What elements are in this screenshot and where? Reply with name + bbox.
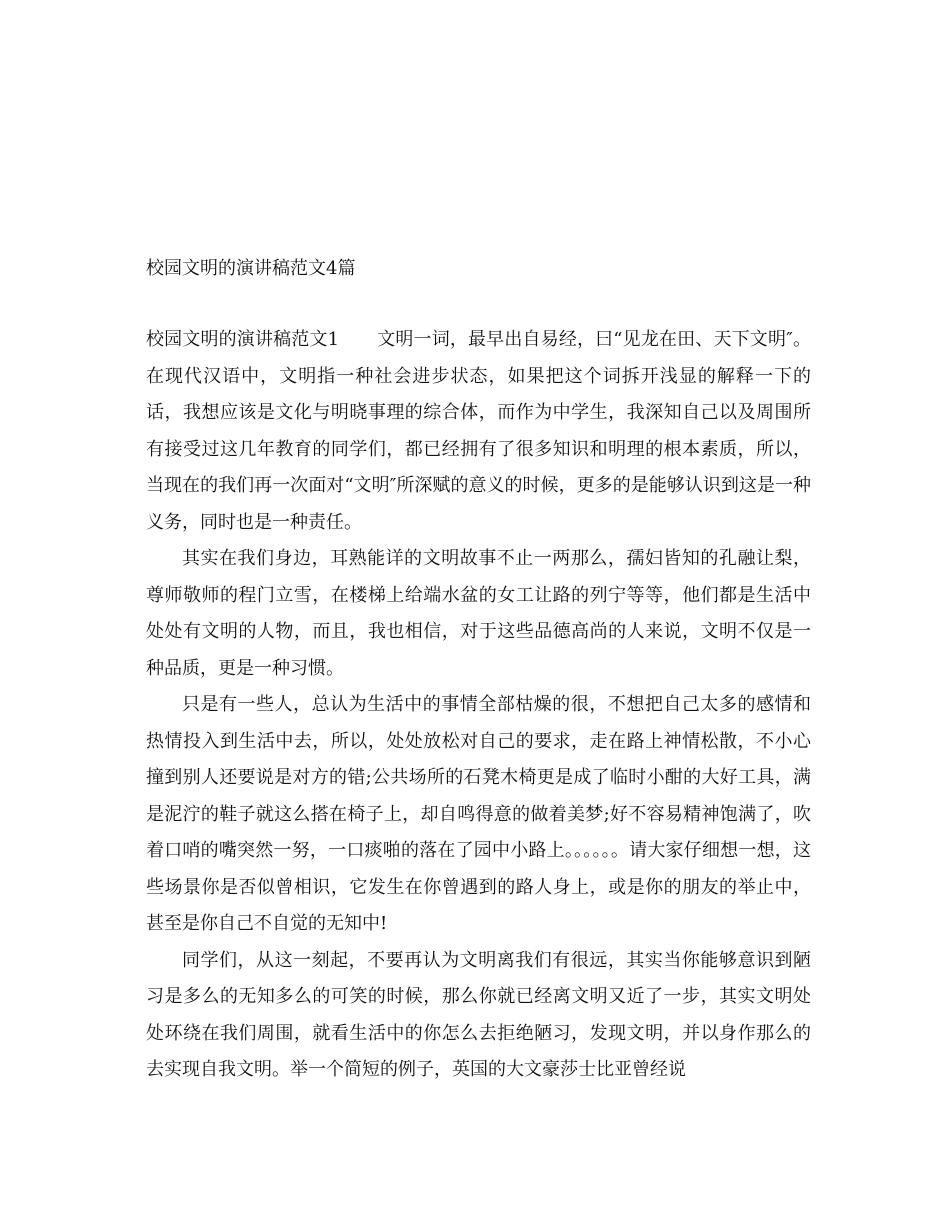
paragraph-2: 其实在我们身边，耳熟能详的文明故事不止一两那么，孺妇皆知的孔融让梨，尊师敬师的程门立雪，在楼梯上给端水盆的女工让路的列宁等等，他们都是生活中处处有文明的人物，而且，我也相信，对于这些品德高尚的人来说，文明不仅是一种品质，更是一种习惯。 [146,548,811,679]
section-heading: 校园文明的演讲稿范文1 [146,329,340,350]
document-title: 校园文明的演讲稿范文4篇 [146,258,356,279]
document-body [146,322,811,1089]
paragraph-3: 只是有一些人，总认为生活中的事情全部枯燥的很，不想把自己太多的感情和热情投入到生活中去，所以，处处放松对自己的要求，走在路上神情松散，不小心撞到别人还要说是对方的错;公共场所的石凳木椅更是成了临时小酣的大好工具，满是泥泞的鞋子就这么搭在椅子上，却自鸣得意的做着美梦;好不容易精神饱满了，吹着口哨的嘴突然一努，一口痰啪的落在了园中小路上。。。。。。请大家仔细想一想，这些场景你是否似曾相识，它发生在你曾遇到的路人身上，或是你的朋友的举止中，甚至是你自己不自觉的无知中! [146,694,811,934]
paragraph-1-text: 文明一词，最早出自易经，曰“见龙在田、天下文明″。在现代汉语中，文明指一种社会进步状态，如果把这个词拆开浅显的解释一下的话，我想应该是文化与明晓事理的综合体，而作为中学生，我深知自己以及周围所有接受过这几年教育的同学们，都已经拥有了很多知识和明理的根本素质，所以，当现在的我们再一次面对“文明″所深赋的意义的时候，更多的是能够认识到这是一种义务，同时也是一种责任。 [146,329,811,533]
paragraph-1 [146,322,811,541]
paragraph-4: 同学们，从这一刻起，不要再认为文明离我们有很远，其实当你能够意识到陋习是多么的无知多么的可笑的时候，那么你就已经离文明又近了一步，其实文明处处环绕在我们周围，就看生活中的你怎么去拒绝陋习，发现文明，并以身作那么的去实现自我文明。举一个简短的例子，英国的大文豪莎士比亚曾经说 [146,949,811,1080]
